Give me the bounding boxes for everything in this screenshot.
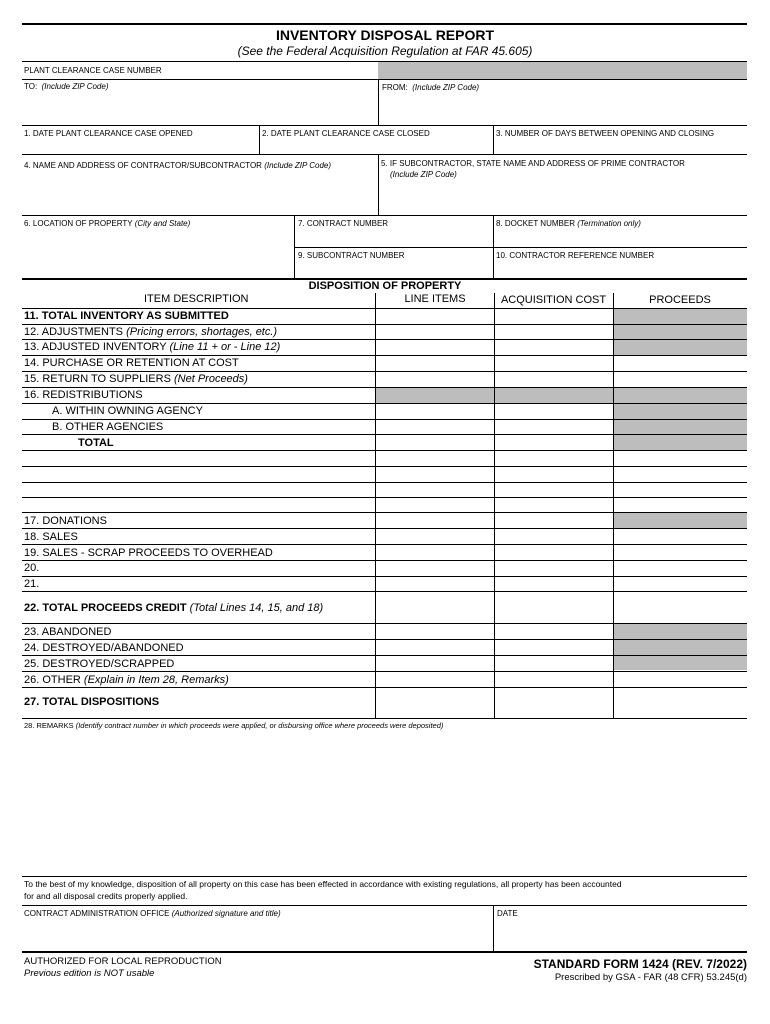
row-14-label: 14. PURCHASE OR RETENTION AT COST [24,357,239,369]
field-10-label: 10. CONTRACTOR REFERENCE NUMBER [496,251,655,260]
row-rule [22,687,747,688]
row-26-label: 26. OTHER (Explain in Item 28, Remarks) [24,674,229,686]
to-label: TO: (Include ZIP Code) [24,82,109,91]
row-rule [22,450,747,451]
date-opened-field[interactable] [24,139,256,153]
footer-previous-edition: Previous edition is NOT usable [24,968,155,979]
field-8-label: 8. DOCKET NUMBER (Termination only) [496,219,641,228]
field-6-label: 6. LOCATION OF PROPERTY (City and State) [24,219,191,228]
row-24-label: 24. DESTROYED/ABANDONED [24,642,184,654]
field-3-label: 3. NUMBER OF DAYS BETWEEN OPENING AND CLOSING [496,129,715,138]
row-16-label: 16. REDISTRIBUTIONS [24,389,143,401]
field-9-label: 9. SUBCONTRACT NUMBER [298,251,405,260]
rule [493,905,494,951]
field-5-label: 5. IF SUBCONTRACTOR, STATE NAME AND ADDRESS OF PRIME CONTRACTOR [381,159,685,168]
office-label: CONTRACT ADMINISTRATION OFFICE (Authorized signature and title) [24,909,281,918]
field-5-note: (Include ZIP Code) [390,170,457,179]
subcontract-number-field[interactable] [298,261,490,276]
row-rule [22,497,747,498]
row-rule [22,544,747,545]
row-rule [22,576,747,577]
col-item-description: ITEM DESCRIPTION [144,293,249,305]
date-label: DATE [497,909,518,918]
prescribed-by: Prescribed by GSA - FAR (48 CFR) 53.245(d) [554,972,747,983]
footer-reproduction: AUTHORIZED FOR LOCAL REPRODUCTION [24,956,222,967]
proceeds-shaded-11-13 [613,308,747,355]
days-between-field[interactable] [496,139,746,153]
row-rule [22,434,747,435]
remarks-label: 28. REMARKS (Identify contract number in which proceeds were applied, or disbursing office where proceeds were deposited) [24,721,444,730]
location-field[interactable] [24,230,290,275]
bottom-rule [22,951,747,953]
row-23-label: 23. ABANDONED [24,626,112,638]
prime-contractor-address-field[interactable] [382,182,744,213]
form-number: STANDARD FORM 1424 (REV. 7/2022) [533,957,747,971]
contractor-reference-field[interactable] [496,262,746,277]
row-20-label: 20. [24,562,40,574]
row-rule [22,560,747,561]
row-13-label: 13. ADJUSTED INVENTORY (Line 11 + or - Line 12) [24,341,281,353]
row-16b-label: B. OTHER AGENCIES [52,421,164,433]
row-22-label: 22. TOTAL PROCEEDS CREDIT (Total Lines 14, 15, and 18) [24,602,324,614]
rule [378,79,379,125]
row-rule [22,639,747,640]
row-15-label: 15. RETURN TO SUPPLIERS (Net Proceeds) [24,373,248,385]
row-17-label: 17. DONATIONS [24,515,107,527]
remarks-field[interactable] [24,733,746,873]
date-field[interactable] [497,920,745,949]
rule [294,247,747,248]
form-title: INVENTORY DISPOSAL REPORT [275,27,495,43]
row-27-label: 27. TOTAL DISPOSITIONS [24,696,160,708]
rule [493,125,494,154]
row-rule [22,671,747,672]
field-1-label: 1. DATE PLANT CLEARANCE CASE OPENED [24,129,193,138]
row-11-label: 11. TOTAL INVENTORY AS SUBMITTED [24,310,229,322]
certification-line-2: for and all disposal credits properly applied. [24,891,188,901]
row-25-label: 25. DESTROYED/SCRAPPED [24,658,175,670]
row-total-label: TOTAL [78,437,114,449]
disposition-heading: DISPOSITION OF PROPERTY [308,280,462,292]
certification-line-1: To the best of my knowledge, disposition of all property on this case has been effected in accordance with existing regulations, all property has been accounted [24,879,622,889]
row-rule [22,623,747,624]
rule [259,125,260,154]
docket-number-field[interactable] [496,229,746,245]
row-21-label: 21. [24,578,40,590]
rule [378,154,379,215]
row-rule [22,718,747,719]
contract-number-field[interactable] [298,229,490,245]
row-rule [22,512,747,513]
row-rule [22,655,747,656]
field-2-label: 2. DATE PLANT CLEARANCE CASE CLOSED [262,129,430,138]
row-16a-label: A. WITHIN OWNING AGENCY [52,405,203,417]
from-address-field[interactable] [382,94,744,124]
row-19-label: 19. SALES - SCRAP PROCEEDS TO OVERHEAD [24,547,273,559]
case-number-label: PLANT CLEARANCE CASE NUMBER [24,66,162,75]
proceeds-shaded-23-25 [613,623,747,670]
proceeds-shaded-17 [613,512,747,528]
row-rule [22,482,747,483]
top-rule [22,23,747,25]
rule [22,154,747,155]
date-closed-field[interactable] [262,139,490,153]
field-7-label: 7. CONTRACT NUMBER [298,219,389,228]
case-number-shaded-field [378,62,747,79]
row-18-label: 18. SALES [24,531,78,543]
row-12-label: 12. ADJUSTMENTS (Pricing errors, shortages, etc.) [24,326,278,338]
rule [22,876,747,877]
field-4-label: 4. NAME AND ADDRESS OF CONTRACTOR/SUBCONTRACTOR (Include ZIP Code) [24,161,332,170]
col-proceeds: PROCEEDS [649,294,711,306]
signature-field[interactable] [24,920,489,949]
from-label: FROM: (Include ZIP Code) [382,83,480,92]
rule [22,79,747,80]
rule [22,125,747,126]
to-address-field[interactable] [24,92,374,122]
rule [22,905,747,906]
contractor-address-field[interactable] [24,175,374,213]
col-line-items: LINE ITEMS [404,293,466,305]
row-rule [22,528,747,529]
row-rule [22,591,747,592]
row-rule [22,466,747,467]
rule [22,215,747,216]
col-acquisition-cost: ACQUISITION COST [500,294,607,306]
form-subtitle: (See the Federal Acquisition Regulation at FAR 45.605) [237,44,533,58]
